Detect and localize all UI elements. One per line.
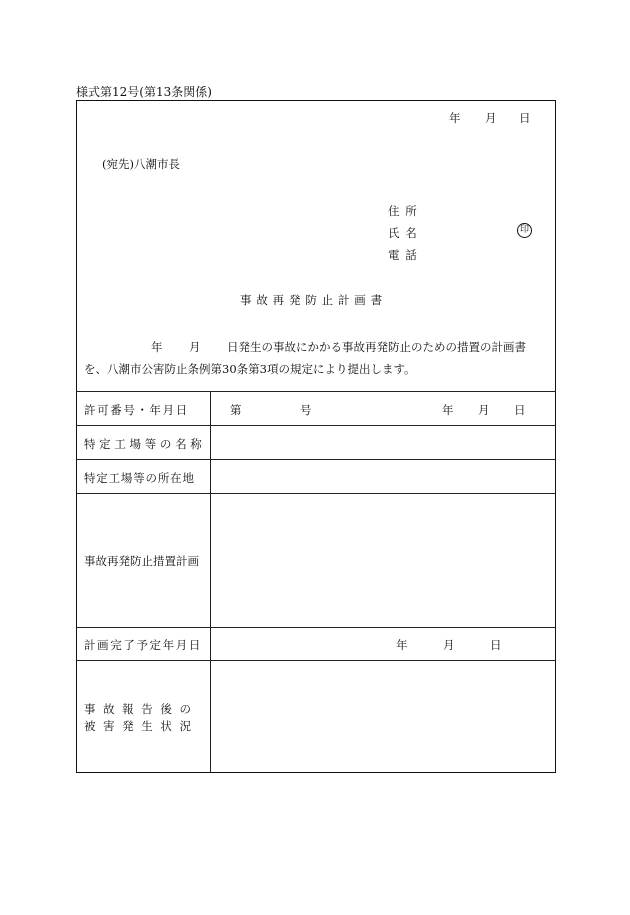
row-line (76, 493, 556, 494)
completion-day: 日 (490, 638, 502, 652)
body-year: 年 (151, 340, 163, 354)
form-number: 様式第12号(第13条関係) (76, 85, 212, 99)
body-line2: を、八潮市公害防止条例第30条第3項の規定により提出します。 (84, 362, 416, 376)
date-month: 月 (485, 111, 497, 125)
phone-label: 電話 (388, 248, 423, 262)
name-label: 氏名 (388, 226, 423, 240)
completion-year: 年 (396, 638, 408, 652)
row-line (76, 425, 556, 426)
permit-day: 日 (514, 403, 526, 417)
completion-month: 月 (443, 638, 455, 652)
permit-dai: 第 (230, 403, 242, 417)
table-top-line (76, 391, 556, 392)
body-month: 月 (189, 340, 201, 354)
document-title: 事故再発防止計画書 (240, 293, 387, 307)
row-line (76, 459, 556, 460)
row-line (76, 660, 556, 661)
body-line1: 日発生の事故にかかる事故再発防止のための措置の計画書 (227, 340, 526, 354)
row-line (76, 627, 556, 628)
damage-label-line2: 被害発生状況 (84, 719, 199, 733)
date-day: 日 (519, 111, 531, 125)
date-year: 年 (449, 111, 461, 125)
addressee: (宛先)八潮市長 (102, 157, 180, 171)
factory-location-label: 特定工場等の所在地 (84, 471, 195, 485)
address-label: 住所 (388, 204, 423, 218)
damage-label-line1: 事故報告後の (84, 702, 199, 716)
column-line (210, 391, 211, 772)
factory-name-label: 特定工場等の名称 (84, 437, 206, 451)
seal-icon: 印 (517, 223, 532, 238)
permit-label: 許可番号・年月日 (84, 403, 189, 417)
permit-year: 年 (442, 403, 454, 417)
plan-label: 事故再発防止措置計画 (84, 554, 199, 568)
permit-month: 月 (478, 403, 490, 417)
completion-label: 計画完了予定年月日 (84, 638, 202, 652)
permit-go: 号 (300, 403, 312, 417)
